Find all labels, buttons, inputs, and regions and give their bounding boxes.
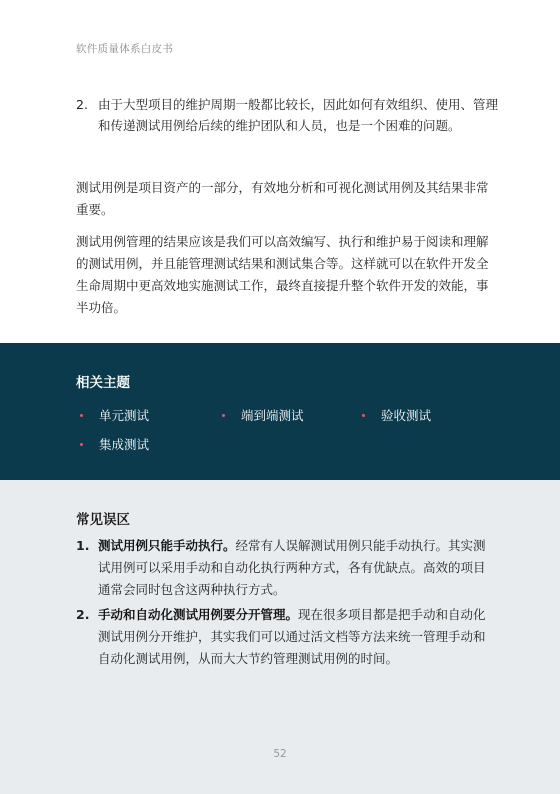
related-topic-link[interactable] <box>80 406 149 424</box>
related-topic-label: 集成测试 <box>99 437 150 452</box>
related-topic-label: 单元测试 <box>99 408 150 423</box>
numbered-list-item <box>76 94 506 136</box>
misconception-headline: 测试用例只能手动执行。 <box>98 538 236 553</box>
misconception-item <box>76 604 496 670</box>
paragraph: 测试用例是项目资产的一部分，有效地分析和可视化测试用例及其结果非常重要。 <box>76 180 489 217</box>
running-header: 软件质量体系白皮书 <box>76 43 174 55</box>
misconception-number: 1. <box>76 538 90 553</box>
misconceptions-section <box>0 480 560 794</box>
related-topic-link[interactable] <box>80 435 149 453</box>
bullet-dot-icon <box>362 414 365 417</box>
misconception-headline: 手动和自动化测试用例要分开管理。 <box>98 607 299 622</box>
related-topic-label: 验收测试 <box>381 408 432 423</box>
misconception-text: 经常有人误解测试用例只能手动执行。其实测试用例可以采用手动和自动化执行两种方式，各有优缺点。高效的项目通常会同时包含这两种执行方式。 <box>98 538 486 597</box>
related-topic-link[interactable] <box>362 406 431 424</box>
misconception-body <box>98 535 496 601</box>
misconception-text: 现在很多项目都是把手动和自动化测试用例分开维护，其实我们可以通过活文档等方法来统一管理手动和自动化测试用例，从而大大节约管理测试用例的时间。 <box>98 607 486 666</box>
related-topic-link[interactable] <box>222 406 304 424</box>
related-topic-label: 端到端测试 <box>241 408 304 423</box>
bullet-dot-icon <box>80 443 83 446</box>
misconception-number: 2. <box>76 607 90 622</box>
misconception-body <box>98 604 496 670</box>
bullet-dot-icon <box>222 414 225 417</box>
related-topics-title: 相关主题 <box>76 375 130 391</box>
bullet-dot-icon <box>80 414 83 417</box>
misconceptions-title: 常见误区 <box>76 512 130 528</box>
related-topics-section <box>0 343 560 480</box>
page-number: 52 <box>273 748 287 760</box>
paragraph: 测试用例管理的结果应该是我们可以高效编写、执行和维护易于阅读和理解的测试用例，并且能管理测试结果和测试集合等。这样就可以在软件开发全生命周期中更高效地实施测试工作，最终直接提升整个软件开发的效能，事半功倍。 <box>76 234 489 315</box>
misconception-item <box>76 535 496 601</box>
list-item-text: 由于大型项目的维护周期一般都比较长，因此如何有效组织、使用、管理和传递测试用例给后续的维护团队和人员，也是一个困难的问题。 <box>98 97 499 133</box>
list-item-number: 2. <box>76 97 88 112</box>
